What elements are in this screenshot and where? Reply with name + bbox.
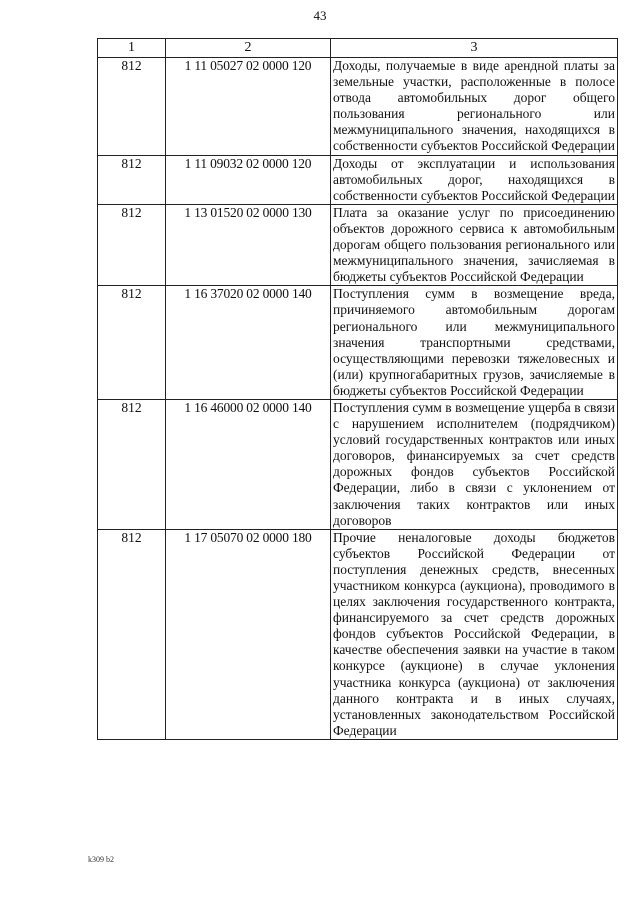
kbk-code-cell: 1 16 37020 02 0000 140 bbox=[166, 286, 331, 400]
admin-code-cell: 812 bbox=[98, 155, 166, 204]
description-cell: Доходы, получаемые в виде арендной платы за земельные участки, расположенные в полосе отвода автомобильных дорог общего пользования регионального или межмуниципального значения, находящихся в собственности субъектов Российской Федерации bbox=[331, 58, 618, 156]
budget-revenue-table bbox=[97, 38, 618, 740]
header-col-1: 1 bbox=[98, 39, 166, 58]
admin-code-cell: 812 bbox=[98, 286, 166, 400]
description-cell: Плата за оказание услуг по присоединению объектов дорожного сервиса к автомобильным дорогам общего пользования регионального или межмуниципального значения, зачисляемая в бюджеты субъектов Российской Федерации bbox=[331, 204, 618, 285]
admin-code-cell: 812 bbox=[98, 204, 166, 285]
header-col-2: 2 bbox=[166, 39, 331, 58]
table-row bbox=[98, 58, 618, 156]
kbk-code-cell: 1 11 09032 02 0000 120 bbox=[166, 155, 331, 204]
table-row bbox=[98, 286, 618, 400]
kbk-code-cell: 1 17 05070 02 0000 180 bbox=[166, 529, 331, 739]
header-col-3: 3 bbox=[331, 39, 618, 58]
description-cell: Поступления сумм в возмещение вреда, причиняемого автомобильным дорогам регионального или межмуниципального значения транспортными средствами, осуществляющими перевозки тяжеловесных и (или) крупногабаритных грузов, зачисляемые в бюджеты субъектов Российской Федерации bbox=[331, 286, 618, 400]
table-row bbox=[98, 155, 618, 204]
admin-code-cell: 812 bbox=[98, 529, 166, 739]
footer-document-mark: k309 b2 bbox=[88, 855, 114, 864]
admin-code-cell: 812 bbox=[98, 399, 166, 529]
description-cell: Поступления сумм в возмещение ущерба в связи с нарушением исполнителем (подрядчиком) условий государственных контрактов или иных договоров, финансируемых за счет средств дорожных фондов субъектов Российской Федерации, либо в связи с уклонением от заключения таких контрактов или иных договоров bbox=[331, 399, 618, 529]
kbk-code-cell: 1 13 01520 02 0000 130 bbox=[166, 204, 331, 285]
kbk-code-cell: 1 11 05027 02 0000 120 bbox=[166, 58, 331, 156]
admin-code-cell: 812 bbox=[98, 58, 166, 156]
table-row bbox=[98, 204, 618, 285]
kbk-code-cell: 1 16 46000 02 0000 140 bbox=[166, 399, 331, 529]
description-cell: Прочие неналоговые доходы бюджетов субъектов Российской Федерации от поступления денежных средств, внесенных участником конкурса (аукциона), проводимого в целях заключения государственного контракта, финансируемого за счет средств дорожных фондов субъектов Российской Федерации, в качестве обеспечения заявки на участие в таком конкурсе (аукционе) в случае уклонения участника конкурса (аукциона) от заключения данного контракта и в иных случаях, установленных законодательством Российской Федерации bbox=[331, 529, 618, 739]
description-cell: Доходы от эксплуатации и использования автомобильных дорог, находящихся в собственности субъектов Российской Федерации bbox=[331, 155, 618, 204]
table-header-row bbox=[98, 39, 618, 58]
page-number: 43 bbox=[313, 8, 327, 23]
table-row bbox=[98, 529, 618, 739]
table-row bbox=[98, 399, 618, 529]
